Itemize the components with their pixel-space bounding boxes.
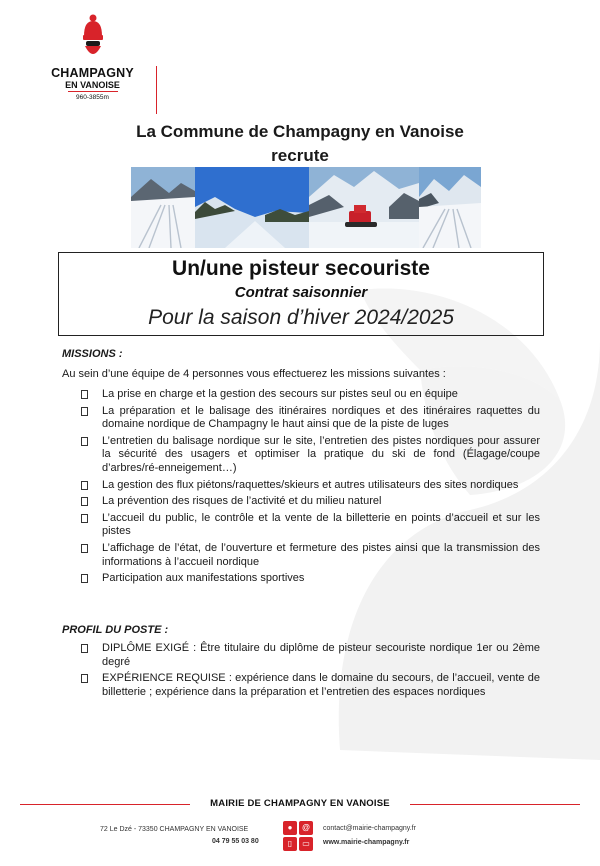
checkbox-bullet-icon xyxy=(81,644,88,653)
logo-name: CHAMPAGNY xyxy=(51,66,134,80)
snow-groomer-photo xyxy=(309,167,419,248)
list-item xyxy=(80,388,540,402)
contract-type: Contrat saisonnier xyxy=(234,284,368,301)
list-item xyxy=(80,495,540,509)
list-item-text: DIPLÔME EXIGÉ : Être titulaire du diplôme de pisteur secouriste nordique 1er ou 2ème degré xyxy=(102,642,540,668)
logo-altitude: 960-3855m xyxy=(76,94,109,101)
checkbox-bullet-icon xyxy=(81,481,88,490)
footer-phone: 04 79 55 03 80 xyxy=(212,838,259,845)
logo-subtitle: EN VANOISE xyxy=(65,80,120,90)
checkbox-bullet-icon xyxy=(81,674,88,683)
ski-trail-photo xyxy=(131,167,195,248)
logo-underline xyxy=(68,91,118,92)
list-item-text: L’accueil du public, le contrôle et la vente de la billetterie en points d’accueil et sur les pistes xyxy=(102,511,540,538)
list-item-text: L’entretien du balisage nordique sur le site, l’entretien des pistes nordiques pour assurer la sécurité des usagers et optimiser la pratique du ski de fond (Élagage/coupe d’arbres/ré-enneigement…) xyxy=(102,434,540,474)
list-item xyxy=(80,479,540,493)
missions-intro: Au sein d’une équipe de 4 personnes vous effectuerez les missions suivantes : xyxy=(62,368,446,380)
nordic-track-photo xyxy=(419,167,481,248)
location-icon: ● xyxy=(283,821,297,835)
list-item xyxy=(80,542,540,569)
photo-strip xyxy=(131,167,481,248)
list-item xyxy=(80,572,540,586)
profil-title: PROFIL DU POSTE : xyxy=(62,624,169,636)
mascot-icon xyxy=(80,14,106,64)
footer-address: 72 Le Dzé - 73350 CHAMPAGNY EN VANOISE xyxy=(100,826,249,833)
checkbox-bullet-icon xyxy=(81,574,88,583)
list-item xyxy=(80,512,540,539)
list-item xyxy=(80,672,540,699)
list-item-text: La préparation et le balisage des itinéraires nordiques et des itinéraires raquettes du domaine nordique de Champagny le haut ainsi que de la piste de luges xyxy=(102,404,540,431)
checkbox-bullet-icon xyxy=(81,544,88,553)
computer-icon: ▭ xyxy=(299,837,313,851)
list-item-text: EXPÉRIENCE REQUISE : expérience dans le domaine du secours, de l’accueil, vente de billetterie ; expérience dans la préparation et l’entretien des espaces nordiques xyxy=(102,672,540,698)
at-icon: @ xyxy=(299,821,313,835)
list-item-text: La prévention des risques de l’activité et du milieu naturel xyxy=(102,495,382,508)
job-title-box xyxy=(58,252,544,336)
footer-email[interactable]: contact@mairie-champagny.fr xyxy=(323,825,416,832)
job-title: Un/une pisteur secouriste xyxy=(172,257,430,280)
header-line-1: La Commune de Champagny en Vanoise xyxy=(136,122,464,141)
season-text: Pour la saison d’hiver 2024/2025 xyxy=(148,306,454,329)
phone-icon: ▯ xyxy=(283,837,297,851)
champagny-logo xyxy=(40,14,160,106)
missions-title: MISSIONS : xyxy=(62,348,123,360)
list-item-text: Participation aux manifestations sportives xyxy=(102,572,305,585)
checkbox-bullet-icon xyxy=(81,390,88,399)
profil-list xyxy=(80,642,540,702)
list-item-text: L’affichage de l’état, de l’ouverture et fermeture des pistes ainsi que la transmission des informations à l’accueil nordique xyxy=(102,542,540,568)
logo-divider xyxy=(156,66,157,114)
footer-website[interactable]: www.mairie-champagny.fr xyxy=(323,839,410,846)
footer-title: MAIRIE DE CHAMPAGNY EN VANOISE xyxy=(210,798,390,809)
checkbox-bullet-icon xyxy=(81,407,88,416)
list-item xyxy=(80,405,540,432)
list-item xyxy=(80,642,540,669)
missions-list xyxy=(80,388,540,589)
checkbox-bullet-icon xyxy=(81,437,88,446)
header-line-2: recrute xyxy=(271,146,329,165)
snowy-valley-photo xyxy=(195,167,309,248)
checkbox-bullet-icon xyxy=(81,514,88,523)
list-item xyxy=(80,435,540,476)
list-item-text: La gestion des flux piétons/raquettes/skieurs et autres utilisateurs des sites nordiques xyxy=(102,478,519,491)
checkbox-bullet-icon xyxy=(81,497,88,506)
list-item-text: La prise en charge et la gestion des secours sur pistes seul ou en équipe xyxy=(102,388,458,400)
